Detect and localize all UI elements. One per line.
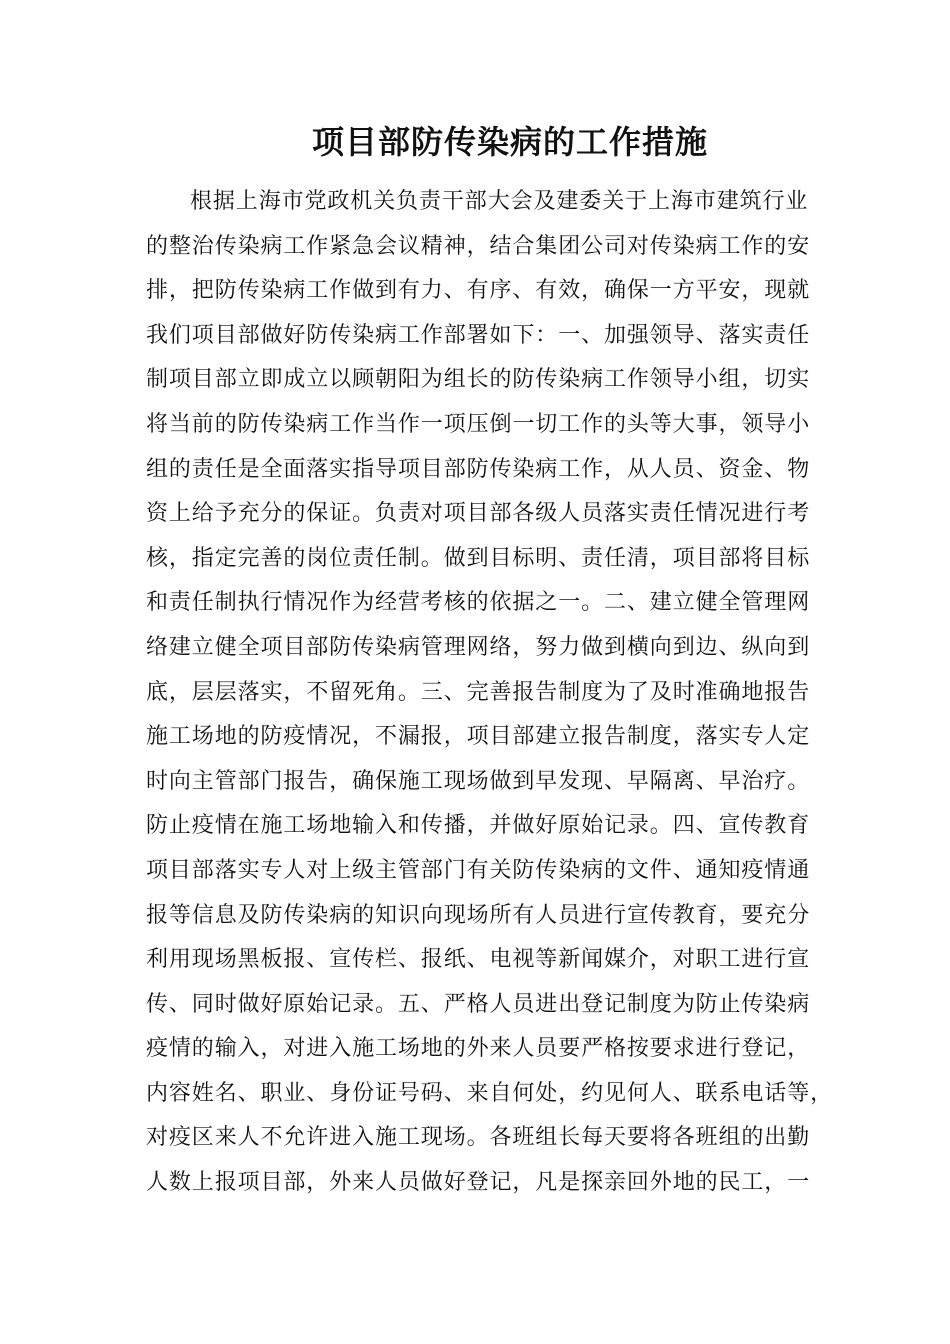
body-line: 络建立健全项目部防传染病管理网络，努力做到横向到边、纵向到 xyxy=(146,634,811,660)
body-line: 传、同时做好原始记录。五、严格人员进出登记制度为防止传染病 xyxy=(146,991,811,1017)
document-title: 项目部防传染病的工作措施 xyxy=(311,123,708,161)
body-line: 防止疫情在施工场地输入和传播，并做好原始记录。四、宣传教育 xyxy=(146,813,811,839)
body-line: 疫情的输入，对进入施工场地的外来人员要严格按要求进行登记， xyxy=(146,1036,811,1062)
body-line: 的整治传染病工作紧急会议精神，结合集团公司对传染病工作的安 xyxy=(146,233,811,259)
body-line: 人数上报项目部，外来人员做好登记，凡是探亲回外地的民工，一 xyxy=(146,1170,811,1196)
body-line: 内容姓名、职业、身份证号码、来自何处，约见何人、联系电话等， xyxy=(146,1080,834,1106)
body-line: 将当前的防传染病工作当作一项压倒一切工作的头等大事，领导小 xyxy=(146,411,811,437)
body-line: 项目部落实专人对上级主管部门有关防传染病的文件、通知疫情通 xyxy=(146,857,811,883)
body-line: 时向主管部门报告，确保施工现场做到早发现、早隔离、早治疗。 xyxy=(146,768,811,794)
body-line: 施工场地的防疫情况，不漏报，项目部建立报告制度，落实专人定 xyxy=(146,724,811,750)
body-line: 利用现场黑板报、宣传栏、报纸、电视等新闻媒介，对职工进行宣 xyxy=(146,947,811,973)
document-body xyxy=(146,180,836,1206)
body-line: 我们项目部做好防传染病工作部署如下：一、加强领导、落实责任 xyxy=(146,322,811,348)
body-line: 核，指定完善的岗位责任制。做到目标明、责任清，项目部将目标 xyxy=(146,545,811,571)
body-line: 和责任制执行情况作为经营考核的依据之一。二、建立健全管理网 xyxy=(146,590,811,616)
body-line: 对疫区来人不允许进入施工现场。各班组长每天要将各班组的出勤 xyxy=(146,1125,811,1151)
body-line: 制项目部立即成立以顾朝阳为组长的防传染病工作领导小组，切实 xyxy=(146,367,811,393)
body-line: 报等信息及防传染病的知识向现场所有人员进行宣传教育，要充分 xyxy=(146,902,811,928)
body-line: 底，层层落实，不留死角。三、完善报告制度为了及时准确地报告 xyxy=(146,679,811,705)
body-line: 资上给予充分的保证。负责对项目部各级人员落实责任情况进行考 xyxy=(146,501,811,527)
body-line: 排，把防传染病工作做到有力、有序、有效，确保一方平安，现就 xyxy=(146,278,811,304)
body-line: 组的责任是全面落实指导项目部防传染病工作，从人员、资金、物 xyxy=(146,456,811,482)
body-line: 根据上海市党政机关负责干部大会及建委关于上海市建筑行业 xyxy=(190,189,809,214)
